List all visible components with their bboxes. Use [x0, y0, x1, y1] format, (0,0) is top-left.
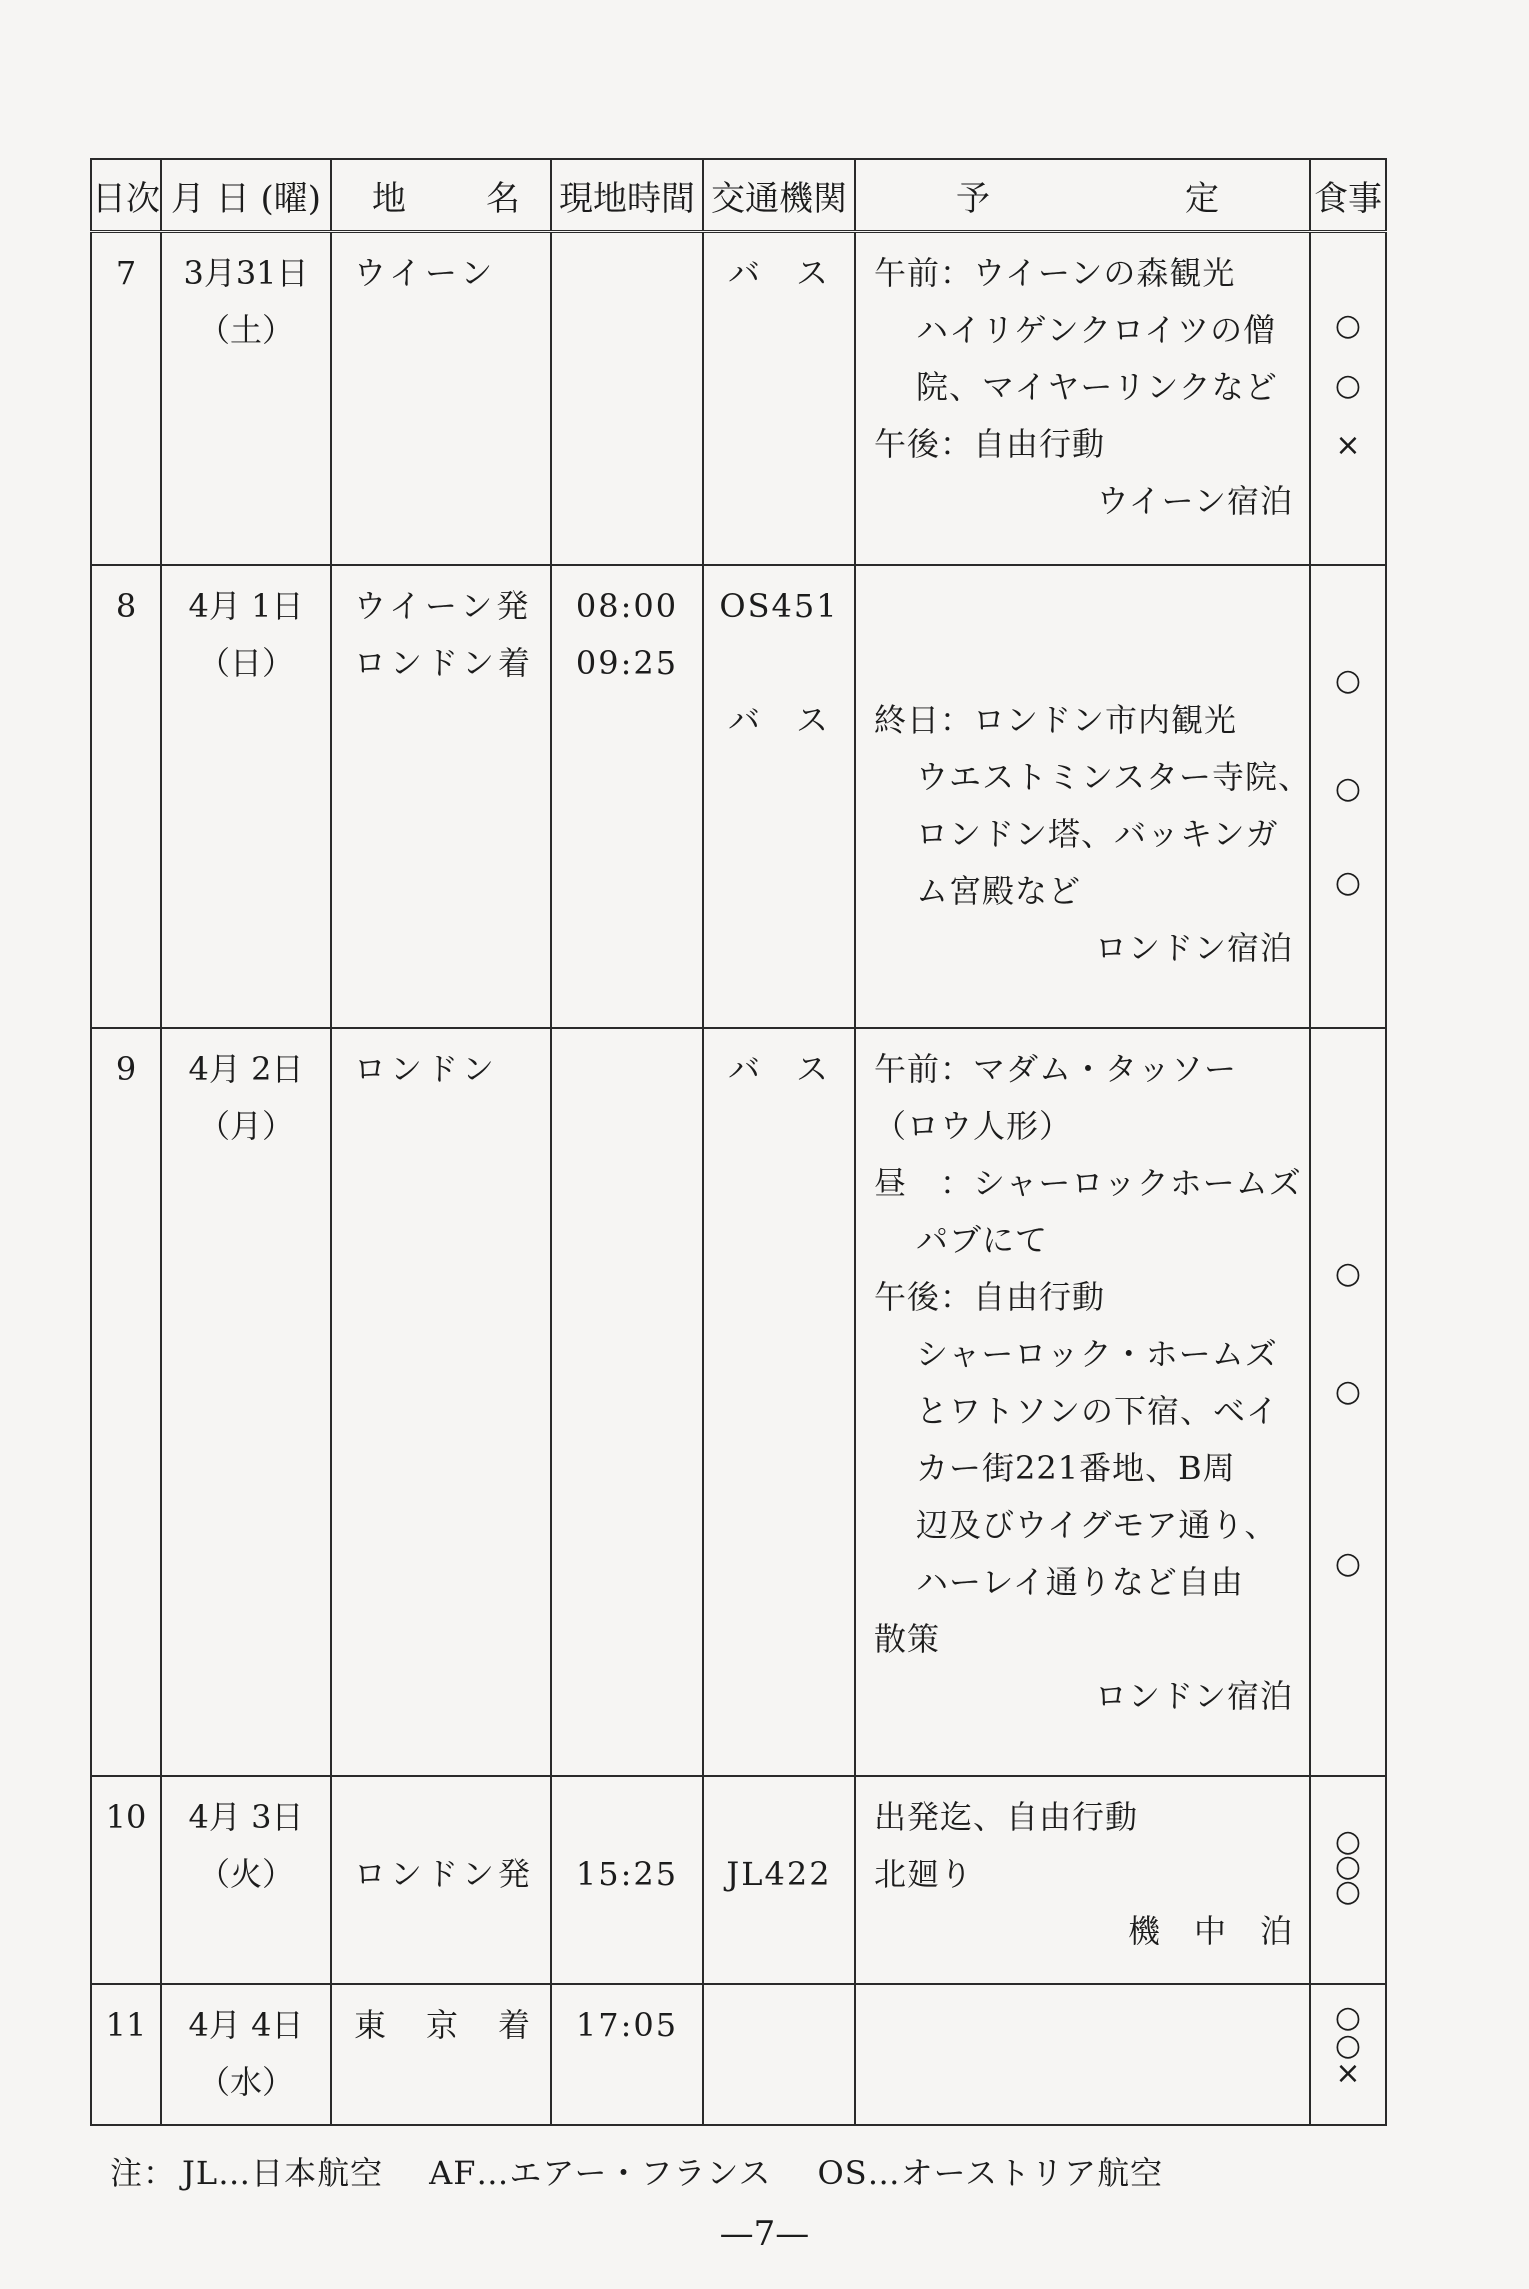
date-cell — [161, 1776, 331, 1984]
meal-mark: ○ — [1334, 2028, 1362, 2063]
date-cell-line: （日） — [197, 644, 294, 682]
itinerary-row — [91, 565, 1386, 1028]
plan-line: 午前：ウイーンの森観光 — [874, 254, 1236, 292]
local-time-cell-line: 09:25 — [575, 644, 679, 682]
plan-line: ロンドン宿泊 — [1094, 1677, 1293, 1715]
plan-cell — [855, 1028, 1310, 1776]
day-cell: 10 — [91, 1776, 161, 1984]
date-cell-line: 4月 2日 — [188, 1050, 304, 1088]
meal-mark: ○ — [1334, 1256, 1362, 1291]
meal-mark: ○ — [1334, 1374, 1362, 1409]
plan-line: 午後：自由行動 — [874, 425, 1106, 463]
meal-mark: ○ — [1334, 2000, 1362, 2035]
itinerary-table — [90, 158, 1387, 2126]
meals-cell — [1310, 1028, 1386, 1776]
plan-line — [874, 635, 1303, 692]
header-meals: 食事 — [1310, 159, 1386, 232]
place-cell-line: ウイーン発 — [354, 587, 533, 625]
transport-cell-line: バ ス — [727, 701, 830, 739]
footnote — [110, 2148, 1209, 2194]
day-cell: 11 — [91, 1984, 161, 2125]
local-time-cell-line: 17:05 — [575, 2006, 679, 2044]
footnote-af: AF…エアー・フランス — [429, 2154, 772, 2192]
plan-cell — [855, 565, 1310, 1028]
place-cell — [331, 232, 551, 566]
date-cell-line: （火） — [197, 1855, 294, 1893]
local-time-cell — [551, 1028, 703, 1776]
plan-line: ロンドン塔、バッキンガ — [916, 815, 1279, 853]
place-cell-line: ロンドン着 — [354, 644, 535, 682]
meal-mark: × — [1335, 428, 1361, 463]
meal-mark: ○ — [1334, 308, 1362, 343]
transport-cell — [703, 565, 855, 1028]
plan-line: ハーレイ通りなど自由 — [916, 1563, 1244, 1601]
meal-mark: ○ — [1334, 1849, 1362, 1884]
meal-mark: ○ — [1334, 1546, 1362, 1581]
date-cell-line: 3月31日 — [183, 254, 309, 292]
header-place-b: 名 — [486, 178, 520, 219]
transport-cell-line: バ ス — [727, 1050, 830, 1088]
date-cell-line: （月） — [197, 1107, 294, 1145]
meals-cell — [1310, 232, 1386, 566]
footnote-os: OS…オーストリア航空 — [817, 2154, 1164, 2192]
plan-line — [874, 578, 1303, 635]
place-cell-line: 東 京 着 — [354, 2006, 535, 2044]
local-time-cell — [551, 1984, 703, 2125]
plan-line: 辺及びウイグモア通り、 — [916, 1506, 1278, 1544]
plan-line: 北廻り — [874, 1855, 974, 1893]
meals-cell — [1310, 1984, 1386, 2125]
date-cell-line: 4月 1日 — [188, 587, 304, 625]
plan-line: 出発迄、自由行動 — [874, 1798, 1139, 1836]
plan-cell — [855, 1984, 1310, 2125]
transport-cell — [703, 1028, 855, 1776]
place-cell-line — [354, 1789, 549, 1846]
itinerary-body — [91, 232, 1386, 2126]
plan-line: ウイーン宿泊 — [1096, 482, 1293, 520]
itinerary-row — [91, 1028, 1386, 1776]
day-cell: 8 — [91, 565, 161, 1028]
place-cell — [331, 565, 551, 1028]
local-time-cell — [551, 1776, 703, 1984]
local-time-cell — [551, 565, 703, 1028]
place-cell-line: ウイーン — [354, 254, 497, 292]
day-cell: 9 — [91, 1028, 161, 1776]
date-cell-line: （水） — [197, 2063, 294, 2101]
itinerary-row — [91, 1984, 1386, 2125]
date-cell-line: （土） — [197, 311, 294, 349]
transport-cell — [703, 1776, 855, 1984]
local-time-cell-line: 15:25 — [575, 1855, 679, 1893]
itinerary-sheet — [90, 158, 1385, 2126]
meal-mark: ○ — [1334, 771, 1362, 806]
header-transport: 交通機関 — [703, 159, 855, 232]
plan-line: ウエストミンスター寺院、 — [916, 758, 1312, 796]
header-plan — [855, 159, 1310, 232]
date-cell — [161, 1028, 331, 1776]
transport-cell-line — [705, 635, 853, 692]
header-plan-a: 予 — [956, 178, 990, 219]
local-time-cell-line — [553, 1789, 701, 1846]
transport-cell-line: JL422 — [726, 1855, 832, 1893]
meals-cell — [1310, 1776, 1386, 1984]
transport-cell-line: OS451 — [719, 587, 839, 625]
place-cell-line: ロンドン発 — [354, 1855, 535, 1893]
transport-cell — [703, 232, 855, 566]
meal-mark: ○ — [1334, 865, 1362, 900]
plan-line: とワトソンの下宿、ベイ — [916, 1392, 1280, 1430]
plan-line: シャーロック・ホームズ — [916, 1335, 1278, 1373]
place-cell — [331, 1984, 551, 2125]
plan-line: 院、マイヤーリンクなど — [916, 368, 1278, 406]
footnote-jl: JL…日本航空 — [182, 2154, 384, 2192]
header-local-time: 現地時間 — [551, 159, 703, 232]
date-cell — [161, 232, 331, 566]
plan-line: 午後：自由行動 — [874, 1278, 1106, 1316]
meal-mark: ○ — [1334, 1824, 1362, 1859]
page-number: —7— — [719, 2214, 810, 2254]
plan-cell — [855, 1776, 1310, 1984]
plan-line: 終日：ロンドン市内観光 — [874, 701, 1238, 739]
meal-mark: ○ — [1334, 1874, 1362, 1909]
meal-mark: ○ — [1334, 368, 1362, 403]
header-row — [91, 159, 1386, 232]
header-plan-b: 定 — [1185, 178, 1219, 219]
transport-cell-line: バ ス — [727, 254, 830, 292]
local-time-cell-line: 08:00 — [575, 587, 679, 625]
date-cell-line: 4月 3日 — [188, 1798, 304, 1836]
date-cell-line: 4月 4日 — [188, 2006, 304, 2044]
plan-line: 昼 ：シャーロックホームズ — [874, 1164, 1302, 1202]
footnote-label: 注： — [110, 2154, 177, 2192]
local-time-cell — [551, 232, 703, 566]
meal-mark: × — [1335, 2056, 1361, 2091]
place-cell — [331, 1776, 551, 1984]
plan-line: ロンドン宿泊 — [1094, 929, 1293, 967]
date-cell — [161, 1984, 331, 2125]
transport-cell-line — [705, 1789, 853, 1846]
plan-line: カー街221番地、B周 — [916, 1449, 1236, 1487]
plan-line: パブにて — [916, 1221, 1049, 1259]
header-place-a: 地 — [372, 178, 406, 219]
plan-line: （ロウ人形） — [874, 1107, 1073, 1145]
place-cell — [331, 1028, 551, 1776]
header-date: 月 日 (曜) — [161, 159, 331, 232]
header-place — [331, 159, 551, 232]
header-day: 日次 — [91, 159, 161, 232]
date-cell — [161, 565, 331, 1028]
itinerary-row — [91, 232, 1386, 566]
day-cell: 7 — [91, 232, 161, 566]
itinerary-row — [91, 1776, 1386, 1984]
plan-line: 午前：マダム・タッソー — [874, 1050, 1238, 1088]
plan-line: ハイリゲンクロイツの僧 — [916, 311, 1277, 349]
meal-mark: ○ — [1334, 663, 1362, 698]
plan-line: ム宮殿など — [916, 872, 1082, 910]
place-cell-line: ロンドン — [354, 1050, 499, 1088]
plan-cell — [855, 232, 1310, 566]
plan-line: 機 中 泊 — [1127, 1912, 1293, 1950]
meals-cell — [1310, 565, 1386, 1028]
transport-cell — [703, 1984, 855, 2125]
plan-line: 散策 — [874, 1620, 941, 1658]
